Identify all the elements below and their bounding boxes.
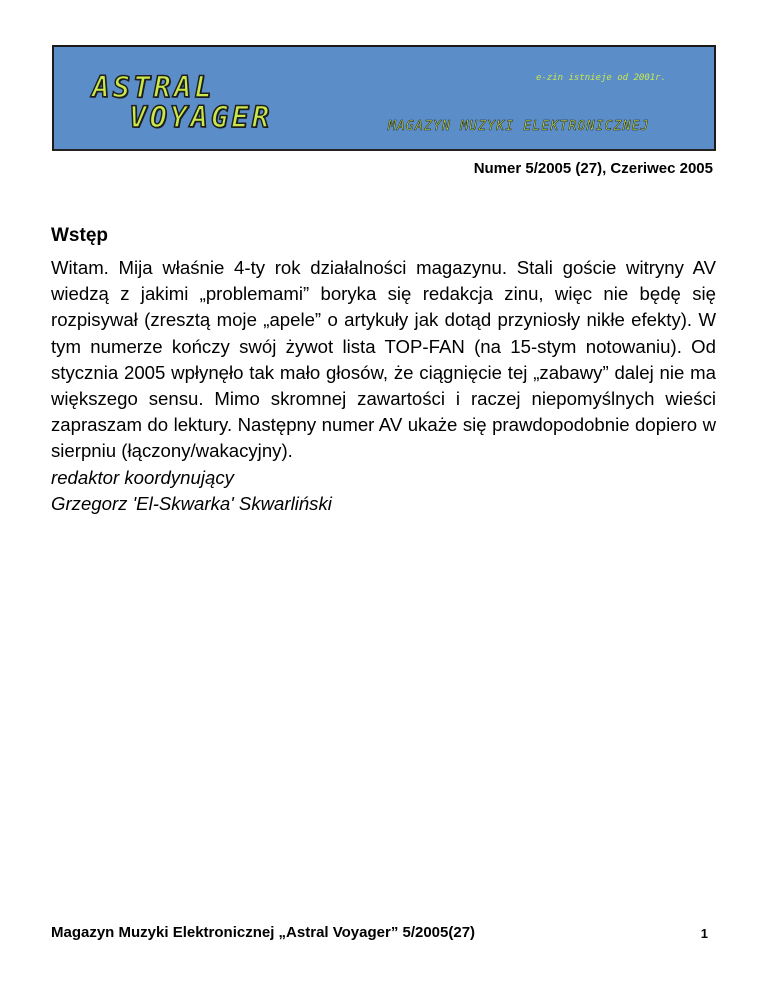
page-number: 1 [700,926,708,941]
issue-number: Numer 5/2005 (27), Czeriwec 2005 [473,160,713,177]
logo-line-1: ASTRAL [92,70,215,104]
header-banner [52,45,716,151]
footer-title: Magazyn Muzyki Elektronicznej „Astral Voyager” 5/2005(27) [51,924,476,941]
section-heading: Wstęp [51,225,108,246]
signature [51,465,332,517]
banner-tagline: e-zin istnieje od 2001r. [535,73,666,83]
signature-role: redaktor koordynujący [51,467,234,488]
astral-voyager-logo [92,72,272,132]
intro-paragraph: Witam. Mija właśnie 4-ty rok działalności magazynu. Stali goście witryny AV wiedzą z jakimi „problemami” boryka się redakcja zinu, więc nie będę się rozpisywał (zresztą moje „apele” o artykuły jak dotąd przyniosły nikłe efekty). W tym numerze kończy swój żywot lista TOP-FAN (na 15-stym notowaniu). Od stycznia 2005 wpłynęło tak mało głosów, że ciągnięcie tej „zabawy” dalej nie ma większego sensu. Mimo skromnej zawartości i raczej niepomyślnych wieści zapraszam do lektury. Następny numer AV ukaże się prawdopodobnie dopiero w sierpniu (łączony/wakacyjny). [51,257,716,462]
logo-line-2: VOYAGER [129,100,273,134]
magazine-title: MAGAZYN MUZYKI ELEKTRONICZNEJ [388,119,650,134]
signature-name: Grzegorz 'El-Skwarka' Skwarliński [51,493,332,514]
